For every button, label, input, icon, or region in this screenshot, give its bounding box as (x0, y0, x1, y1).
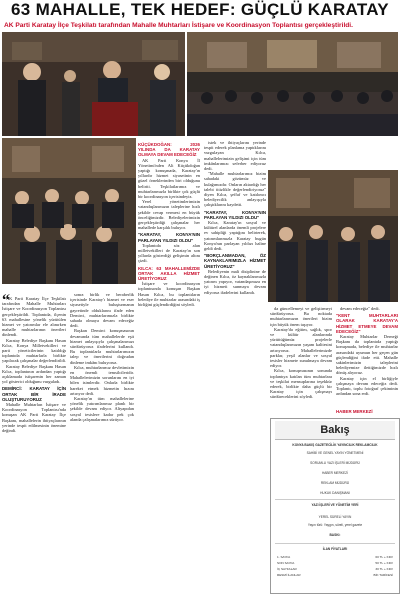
col6-paragraph: Karatay Muhtarlar Derneği Başkanı da toplantıda yaptığı konuşmada, belediye ile muhtarlar arasındaki uyumun her geçen gün güçlendiğini ifade etti. Mahalle sakinlerimizin taleplerini belediyemize ilettiğimizde hızlı dönüş alıyoruz. (336, 334, 398, 376)
photo-meeting-hall-right (187, 32, 398, 136)
col5-paragraph: Karatay'da eğitim, sağlık, spor ve kültür alanlarında yürüttüğümüz projelerle vatandaşlarımızın yaşam kalitesini artırıyoruz. Mahallelerimizde parklar, yeşil alanlar ve sosyal tesisler hizmete sunulmaya devam ediyor. (270, 326, 332, 369)
col4-paragraph: Belediyenin mali disiplinine de değinen Kılca, öz kaynaklarımızla yatırım yapıyor, vatandaşımıza en iyi hizmeti sunmaya devam ediyoruz ifadelerini kullandı. (204, 268, 266, 295)
col4-heading: "KARATAY, KONYA'NIN PARLAYAN YILDIZI OLDU" (204, 209, 266, 220)
photo-speaker-podium (2, 32, 185, 136)
article-column-3 (138, 140, 200, 592)
col1-heading: DEMİRCİ: KARATAY İÇİN ORTAK BİR İRADE OLUŞTURUYORUZ (2, 386, 66, 402)
col3-paragraph: Yerel yönetimlerimizin vatandaşlarımızın taleplerine hızlı şekilde cevap vermesi en büyük önceliğimizdir. Belediyelerimizin gerçekleştirdiği çalışmalar her mahallede karşılık buluyor. (138, 199, 200, 231)
masthead-row: REKLAM MÜDÜRÜ (320, 481, 350, 485)
col3-heading: "KARATAY, KONYA'NIN PARLAYAN YILDIZI OLDU" (138, 232, 200, 243)
masthead-divider (275, 543, 395, 544)
photo-audience (2, 138, 136, 284)
masthead-row: YAZI İŞLERİ VE YÖNETİM YERİ (311, 503, 359, 507)
col4-paragraph: Kılca, Karatay'ın sosyal ve kültürel alanlarda önemli projelere ev sahipliği yaptığını belirterek, yatırımlarımızla Karatay bugün Konya'nın parlayan yıldızı haline geldi dedi. (204, 220, 266, 252)
price-row: 1. SAYFA 60 TL + KDV (277, 555, 393, 559)
masthead-row: HABER MERKEZİ (321, 471, 349, 475)
col4-heading: "BORÇLANMADAN, ÖZ KAYNAKLARIMIZLA HİZMET ÜRETİYORUZ" (204, 253, 266, 269)
prices-title: İLAN FİYATLARI (322, 547, 348, 551)
quote-mark: “ (2, 292, 10, 309)
article-column-5 (270, 306, 332, 414)
col1-paragraph: AK Parti Karatay İlçe Teşkilatı tarafından Mahalle Muhtarları İstişare ve Koordinasyon Toplantısı gerçekleştirildi. Toplantıda, ilçenin 63 mahallesine yönelik yürütülen hizmet ve yatırımlar ele alınırken mahalle muhtarlarının önerileri dinlendi. (2, 296, 66, 338)
col1-paragraph: Karatay Belediye Başkanı Hasan Kılca, toplantının ardından yaptığı açıklamada istişarenin her zaman yol gösterici olduğunu vurguladı. (2, 363, 66, 385)
article-column-4 (204, 140, 266, 592)
masthead-divider (275, 499, 395, 500)
col6-heading: "KENT MUHTARLARI OLARAK KARATAY'A HİZMET ETMEYE DEVAM EDECEĞİZ" (336, 313, 398, 334)
masthead-row: Yayın türü: Yaygın, süreli, yerel gazete (307, 523, 363, 527)
masthead-row: SAHİBİ VE GENEL YAYIN YÖNETMENİ (306, 451, 364, 455)
article-column-2 (70, 292, 134, 592)
col2-paragraph: sonra birlik ve beraberlik içerisinde Karatay'ı hizmet ve eser siyasetiyle buluşturmanın gayretinde olduklarını ifade eden Demirci, muhtarlarımızla birlikte sahada olmaya devam edeceğiz dedi. (70, 292, 134, 329)
article-column-6 (336, 306, 398, 410)
masthead-row: HUKUK DANIŞMANI (320, 491, 350, 495)
col5-paragraph: Kılca, konuşmasının sonunda toplantıya katılan tüm muhtarlara ve teşkilat mensuplarına teşekkür ederek, birlikte daha güçlü bir Karatay için çalışmayı sürdüreceklerini söyledi. (270, 368, 332, 400)
price-row: RESMİ İLANLAR BİK TARİFESİ (277, 573, 393, 577)
col2-paragraph: Kılca, muhtarlarımız devletimizin en önemli temsilcileridir. Mahallelerimizin sorunlarını en iyi bilen isimlerdir. Onlarla birlikte hareket etmek hizmetin hızını artırıyor dedi. (70, 364, 134, 396)
masthead-logo: Bakış (275, 421, 395, 440)
masthead-row: SORUMLU YAZI İŞLERİ MÜDÜRÜ (310, 461, 360, 465)
headline: 63 MAHALLE, TEK HEDEF: GÜÇLÜ KARATAY (11, 0, 389, 19)
col6-paragraph: Karatay için el birliğiyle çalışmaya devam edeceğiz dedi. Toplantı, toplu fotoğraf çekiminin ardından sona erdi. (336, 375, 398, 397)
col6-paragraph: devam edeceğiz" dedi. (340, 306, 380, 311)
masthead-row: KONYA BAKIŞ GAZETECİLİK YAYINCILIK REKLAMCILIK (292, 443, 378, 447)
price-row: SON SAYFA 50 TL + KDV (277, 561, 393, 565)
col5-paragraph: da güncellemeyi ve geliştirmeyi sürdürüyoruz. Bu noktada muhtarlarımızın önerileri bizim için büyük önem taşıyor. (270, 306, 332, 327)
col1-paragraph: Mahalle Muhtarları İstişare ve Koordinasyon Toplantısı'nda konuşan AK Parti Karatay İlçe Başkanı, mahallelerin ihtiyaçlarının yerinde tespit edilmesinin önemine değindi. (2, 402, 66, 434)
col3-paragraph: İstişare ve koordinasyon toplantısında konuşan Başkan Hasan Kılca, bu toplantıların belediye ile muhtarlar arasındaki iş birliğini güçlendirdiğini söyledi. (138, 281, 200, 308)
col4-paragraph: "Mahalle muhtarlarımız bizim sahadaki gözümüz ve kulağımızdır. Onların aktardığı her talebi titizlikle değerlendiriyoruz" diyen Kılca, şeffaf ve katılımcı belediyecilik anlayışıyla çalıştıklarını kaydetti. (204, 171, 266, 208)
col3-paragraph: AK Parti Konya İl Yönetimi'nden Ali Küçükdoğan yaptığı konuşmada, Karatay'ın yıllardır hizmet siyasetinin en güzel örneklerinden biri olduğunu belirtti. Teşkilatlarımız ve muhtarlarımızla birlikte çok güçlü bir koordinasyon içerisindeyiz. (138, 157, 200, 200)
col1-paragraph: Karatay Belediye Başkanı Hasan Kılca, Konya Milletvekilleri ve parti yöneticilerinin katıldığı toplantıda muhtarlarla birlikte yapılacak çalışmalar değerlendirildi. (2, 337, 66, 364)
photo-group (268, 170, 398, 302)
masthead-row: BASKI: (329, 533, 341, 537)
col4-paragraph: istek ve ihtiyaçlarını yerinde tespit ederek planlama yaptıklarını vurgulayan Kılca, mahallelerimizin gelişimi için tüm imkânlarımızı seferber ediyoruz dedi. (204, 140, 266, 172)
masthead-row: YEREL SÜRELİ YAYIN (318, 515, 352, 519)
subhead: AK Parti Karatay İlçe Teşkilatı tarafından Mahalle Muhtarları İstişare ve Koordinasyon Toplantısı gerçekleştirildi. (4, 22, 353, 29)
price-row: İÇ SAYFALAR 30 TL + KDV (277, 567, 393, 571)
col3-paragraph: Toplantıda söz alan milletvekilleri de Karatay'ın son yıllarda gösterdiği gelişimin altını çizdi. (138, 242, 200, 264)
col3-heading: KÜÇÜKDOĞAN: 2026 YILINDA DA KARATAY OLMAYA DEVAM EDECEĞİZ (138, 142, 200, 158)
byline-signature: HABER MERKEZİ (336, 409, 373, 414)
col3-heading: KILCA: 63 MAHALLEMİZDE ORTAK AKILLA HİZMET ÜRETİYORUZ (138, 265, 200, 282)
article-column-1 (2, 292, 66, 592)
col2-paragraph: Karatay'ın tüm mahallelerine yönelik yatırımlarımız planlı bir şekilde devam ediyor. Altyapıdan sosyal tesislere kadar pek çok alanda çalışmalarımız sürüyor. (70, 396, 134, 422)
col2-paragraph: Başkan Demirci konuşmasının devamında tüm mahallelerde eşit hizmet anlayışıyla çalışmalarımızı sürdürüyoruz ifadelerini kullandı. Bu toplantılarla muhtarlarımızın talep ve önerilerini doğrudan dinleme imkânı buluyoruz. (70, 328, 134, 365)
masthead-box (270, 418, 400, 594)
